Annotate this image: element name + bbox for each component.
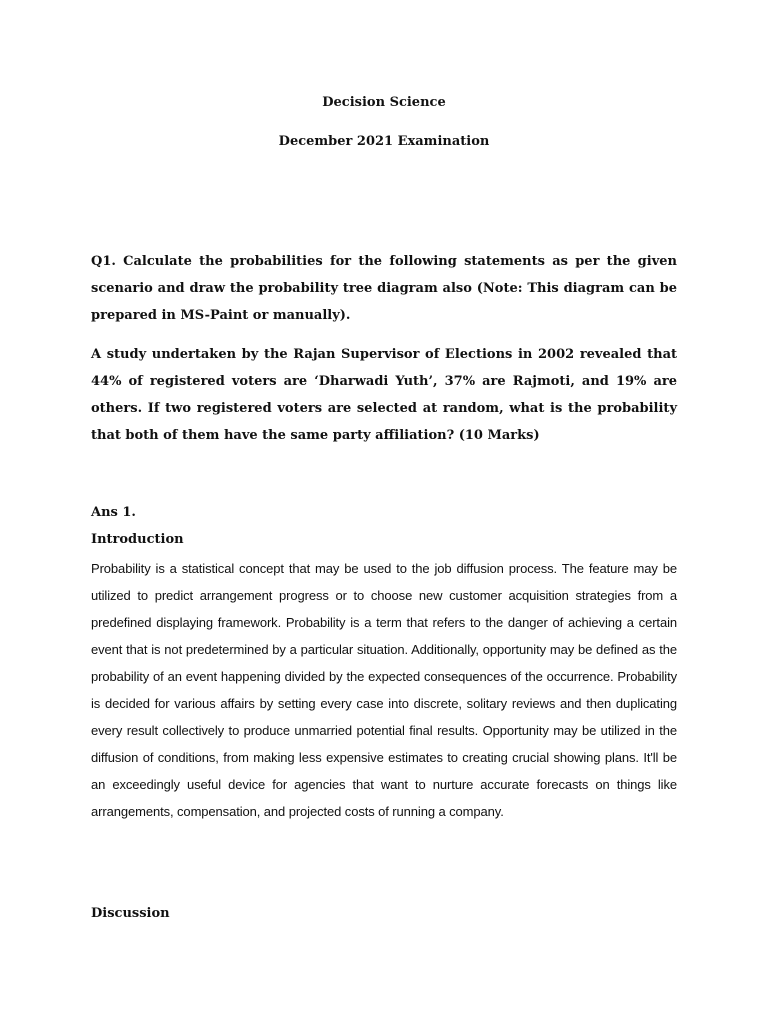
introduction-paragraph: Probability is a statistical concept that may be used to the job diffusion process. The feature may be utilized to predict arrangement progress or to choose new customer acquisition strategies from a predefined displaying framework. Probability is a term that refers to the danger of achieving a certain event that is not predetermined by a particular situation. Additionally, opportunity may be defined as the probability of an event happening divided by the expected consequences of the occurrence. Probability is decided for various affairs by setting every case into discrete, solitary reviews and then duplicating every result collectively to produce unmarried potential final results. Opportunity may be utilized in the diffusion of conditions, from making less expensive estimates to creating crucial showing plans. It'll be an exceedingly useful device for agencies that want to nurture accurate forecasts on things like arrangements, compensation, and projected costs of running a company.	[91, 561, 677, 819]
exam-subtitle: December 2021 Examination	[278, 134, 490, 149]
introduction-heading: Introduction	[91, 532, 184, 547]
discussion-heading: Discussion	[91, 906, 170, 921]
document-title: Decision Science	[322, 95, 446, 110]
scenario-text: A study undertaken by the Rajan Supervisor of Elections in 2002 revealed that 44% of registered voters are ‘Dharwadi Yuth’, 37% are Rajmoti, and 19% are others. If two registered voters are selected at random, what is the probability that both of them have the same party affiliation? (10 Marks)	[91, 347, 677, 443]
question-text: Q1. Calculate the probabilities for the following statements as per the given scenario and draw the probability tree diagram also (Note: This diagram can be prepared in MS-Paint or manually).	[91, 254, 677, 323]
answer-label: Ans 1.	[91, 505, 136, 520]
